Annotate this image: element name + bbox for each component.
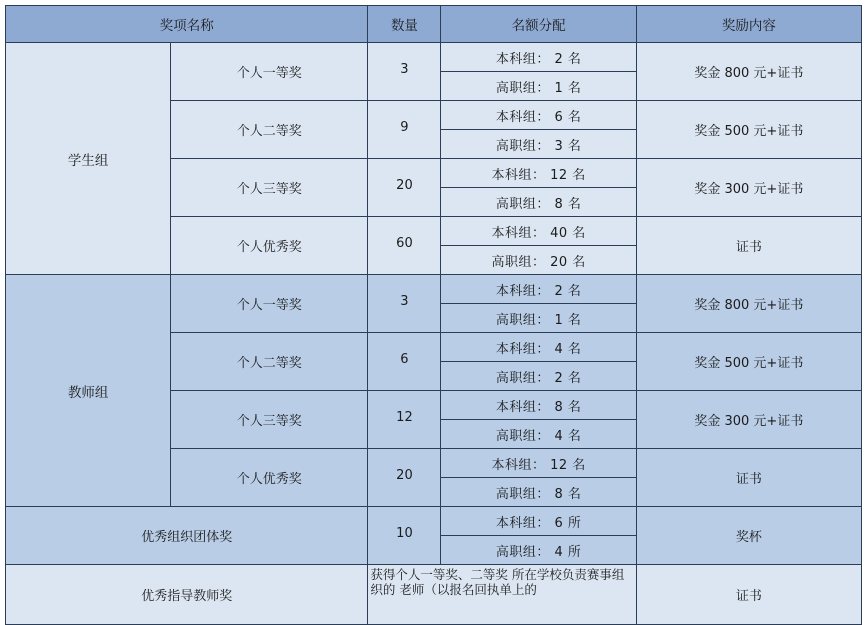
table-row xyxy=(6,507,862,536)
award-count: 3 xyxy=(368,275,441,333)
award-name: 个人三等奖 xyxy=(171,159,368,217)
award-reward: 奖金 300 元+证书 xyxy=(636,159,861,217)
header-count: 数量 xyxy=(368,6,441,43)
award-reward: 奖金 300 元+证书 xyxy=(636,391,861,449)
table-row xyxy=(6,43,862,72)
award-name: 个人二等奖 xyxy=(171,101,368,159)
award-count: 20 xyxy=(368,449,441,507)
allocation-undergrad: 本科组： 40 名 xyxy=(441,217,636,246)
award-name: 个人优秀奖 xyxy=(171,449,368,507)
allocation-vocational: 高职组： 1 名 xyxy=(441,304,636,333)
allocation-vocational: 高职组： 4 名 xyxy=(441,420,636,449)
header-allocation: 名额分配 xyxy=(441,6,636,43)
award-count: 3 xyxy=(368,43,441,101)
award-count: 20 xyxy=(368,159,441,217)
table-row xyxy=(6,275,862,304)
allocation-vocational: 高职组： 8 名 xyxy=(441,478,636,507)
team-allocation-undergrad: 本科组： 6 所 xyxy=(441,507,636,536)
award-count: 6 xyxy=(368,333,441,391)
team-award-name: 优秀组织团体奖 xyxy=(6,507,368,565)
header-row xyxy=(6,6,862,43)
allocation-vocational: 高职组： 1 名 xyxy=(441,72,636,101)
award-count: 9 xyxy=(368,101,441,159)
allocation-vocational: 高职组： 3 名 xyxy=(441,130,636,159)
award-reward: 奖金 500 元+证书 xyxy=(636,101,861,159)
header-award-name: 奖项名称 xyxy=(6,6,368,43)
teacher-award-note: 获得个人一等奖、二等奖 所在学校负责赛事组织的 老师（以报名回执单上的 xyxy=(368,565,636,625)
allocation-undergrad: 本科组： 12 名 xyxy=(441,449,636,478)
header-reward: 奖励内容 xyxy=(636,6,861,43)
allocation-vocational: 高职组： 20 名 xyxy=(441,246,636,275)
teacher-award-reward: 证书 xyxy=(636,565,861,625)
allocation-undergrad: 本科组： 2 名 xyxy=(441,43,636,72)
award-reward: 奖金 500 元+证书 xyxy=(636,333,861,391)
allocation-vocational: 高职组： 8 名 xyxy=(441,188,636,217)
allocation-undergrad: 本科组： 6 名 xyxy=(441,101,636,130)
award-count: 60 xyxy=(368,217,441,275)
team-award-reward: 奖杯 xyxy=(636,507,861,565)
allocation-undergrad: 本科组： 4 名 xyxy=(441,333,636,362)
award-name: 个人优秀奖 xyxy=(171,217,368,275)
group-label-teacher: 教师组 xyxy=(6,275,171,507)
award-reward: 奖金 800 元+证书 xyxy=(636,43,861,101)
award-name: 个人二等奖 xyxy=(171,333,368,391)
group-label-student: 学生组 xyxy=(6,43,171,275)
award-count: 12 xyxy=(368,391,441,449)
team-award-count: 10 xyxy=(368,507,441,565)
award-name: 个人一等奖 xyxy=(171,275,368,333)
award-reward: 证书 xyxy=(636,217,861,275)
award-name: 个人一等奖 xyxy=(171,43,368,101)
table-row xyxy=(6,565,862,625)
award-table xyxy=(5,5,862,625)
team-allocation-vocational: 高职组： 4 所 xyxy=(441,536,636,565)
award-name: 个人三等奖 xyxy=(171,391,368,449)
allocation-undergrad: 本科组： 2 名 xyxy=(441,275,636,304)
allocation-undergrad: 本科组： 8 名 xyxy=(441,391,636,420)
allocation-vocational: 高职组： 2 名 xyxy=(441,362,636,391)
award-reward: 奖金 800 元+证书 xyxy=(636,275,861,333)
allocation-undergrad: 本科组： 12 名 xyxy=(441,159,636,188)
teacher-award-name: 优秀指导教师奖 xyxy=(6,565,368,625)
award-reward: 证书 xyxy=(636,449,861,507)
